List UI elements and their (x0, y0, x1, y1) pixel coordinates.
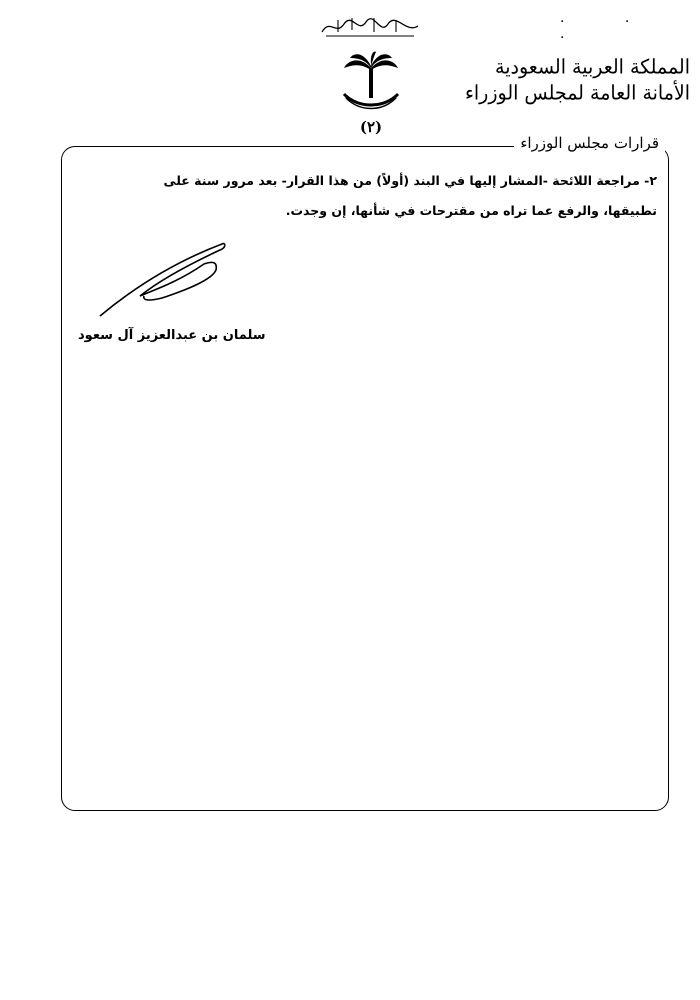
decision-label: قرارات مجلس الوزراء (514, 134, 665, 152)
page-number: (٢) (359, 118, 383, 136)
clause-line-2: تطبيقها، والرفع عما تراه من مقترحات في شأنها، إن وجدت. (285, 203, 657, 218)
page-marks: · · · (560, 14, 658, 46)
clause-line-1: ٢- مراجعة اللائحة -المشار إليها في البند (أولاً) من هذا القرار- بعد مرور سنة على (163, 173, 657, 188)
palm-and-swords-emblem-icon (340, 50, 402, 120)
handwritten-signature (94, 236, 234, 320)
decision-clause (75, 166, 657, 226)
letterhead-secretariat: الأمانة العامة لمجلس الوزراء (464, 81, 690, 105)
signatory-name: سلمان بن عبدالعزيز آل سعود (78, 328, 266, 343)
letterhead (464, 54, 690, 106)
basmala-calligraphy (318, 12, 422, 42)
letterhead-kingdom: المملكة العربية السعودية (495, 55, 690, 79)
